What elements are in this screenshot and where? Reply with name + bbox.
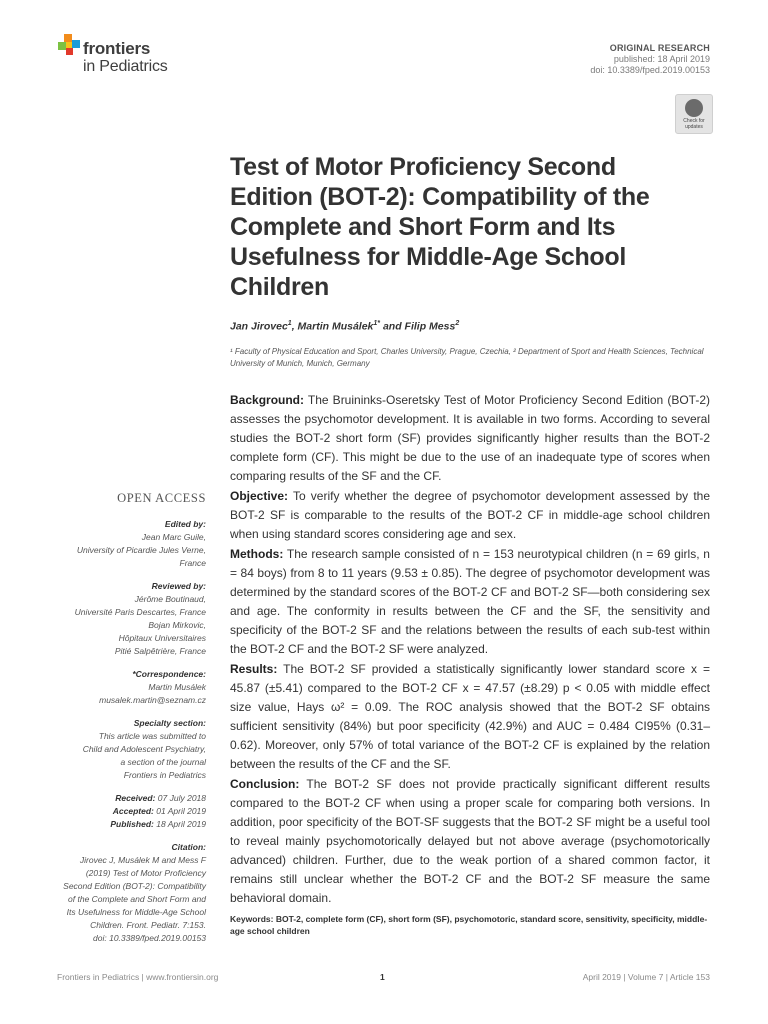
- logo-journal-text: in Pediatrics: [83, 58, 168, 75]
- keywords: Keywords: BOT-2, complete form (CF), short form (SF), psychomotoric, standard score, sensitivity, specificity, middle-age school children: [230, 914, 708, 936]
- article-meta: [590, 43, 710, 76]
- abstract-text: The BOT-2 SF provided a statistically significantly lower standard score x = 45.87 (±5.41) compared to the BOT-2 CF x = 47.57 (±8.29) p < 0.05 with middle effect size value, Hays ω² = 0.09. The ROC analysis showed that the BOT-2 SF obtains sufficient sensitivity (84%) but poor specificity (42.9%) and AUC = 0.484 CI95% (0.31–0.62). Moreover, only 57% of total variance of the BOT-2 CF is explained by the relation between the results of the CF and the SF.: [230, 662, 710, 771]
- frontiers-logo-icon: [57, 34, 81, 58]
- author-name[interactable]: Filip Mess: [404, 320, 456, 333]
- reviewer-line: Pitié Salpêtrière, France: [114, 646, 206, 656]
- correspondence-label: *Correspondence:: [132, 669, 206, 679]
- abstract-label: Conclusion:: [230, 777, 300, 791]
- accepted-date: [40, 805, 206, 818]
- citation-line: of the Complete and Short Form and: [68, 894, 206, 904]
- reviewer-line: Jérôme Boutinaud,: [134, 594, 206, 604]
- abstract-background: [230, 391, 710, 486]
- author-separator: and: [380, 320, 405, 333]
- received-label: Received:: [115, 793, 156, 803]
- abstract-text: The Bruininks-Oseretsky Test of Motor Proficiency Second Edition (BOT-2) assesses the psychomotor development. It is available in two forms. According to several studies the BOT-2 short form (SF) provides significantly higher results than the BOT-2 complete form (CF). This might be due to the use of an inadequate type of scores when comparing results of the SF and the CF.: [230, 393, 710, 483]
- published-date-sidebar: [40, 818, 206, 831]
- article-type: ORIGINAL RESEARCH: [609, 43, 710, 53]
- specialty-line: This article was submitted to: [98, 731, 206, 741]
- editor-line: France: [179, 558, 206, 568]
- citation-line: Children. Front. Pediatr. 7:153.: [90, 920, 206, 930]
- abstract-text: The BOT-2 SF does not provide practically significant different results compared to the BOT-2 CF when using a proper scale for comparing both versions. In addition, poor specificity of the BOT-SF suggests that the BOT-2 SF might be a useful tool to reveal mainly psychomotorically delayed but not above average (psychomotorically advanced) children. Further, due to the weak portion of a shared common factor, it remains still unclear whether the BOT-2 CF and the BOT-2 SF measure the same behavioral domain.: [230, 777, 710, 905]
- article-info-sidebar: [40, 518, 206, 945]
- correspondence-name: Martin Musálek: [148, 682, 206, 692]
- accepted-label: Accepted:: [112, 806, 154, 816]
- citation-line: Second Edition (BOT-2): Compatibility: [63, 881, 206, 891]
- published-value: 18 April 2019: [156, 819, 206, 829]
- author-affil-sup: 2: [455, 320, 460, 327]
- article-doi[interactable]: doi: 10.3389/fped.2019.00153: [590, 65, 710, 75]
- footer-journal[interactable]: Frontiers in Pediatrics | www.frontiersin.org: [57, 972, 219, 982]
- abstract-label: Methods:: [230, 547, 284, 561]
- editor-line: Jean Marc Guile,: [141, 532, 206, 542]
- abstract: [230, 391, 710, 909]
- abstract-conclusion: [230, 775, 710, 908]
- footer-issue: April 2019 | Volume 7 | Article 153: [582, 972, 710, 982]
- affiliations: ¹ Faculty of Physical Education and Sport, Charles University, Prague, Czechia, ² Department of Sport and Health Sciences, Technical University of Munich, Munich, Germany: [230, 347, 704, 368]
- abstract-label: Background:: [230, 393, 305, 407]
- article-title: Test of Motor Proficiency Second Edition (BOT-2): Compatibility of the Complete and Short Form and Its Usefulness for Middle-Age School Children: [230, 153, 650, 301]
- specialty-line: a section of the journal: [120, 757, 206, 767]
- abstract-label: Objective:: [230, 489, 289, 503]
- published-label: Published:: [110, 819, 154, 829]
- correspondence-email[interactable]: musalek.martin@seznam.cz: [99, 695, 206, 705]
- author-separator: ,: [291, 320, 298, 333]
- reviewed-by-label: Reviewed by:: [151, 581, 206, 591]
- author-list: [230, 320, 459, 333]
- journal-logo[interactable]: [57, 33, 197, 81]
- edited-by-label: Edited by:: [164, 519, 206, 529]
- reviewer-line: Bojan Mirkovic,: [148, 620, 206, 630]
- author-name[interactable]: Jan Jirovec: [230, 320, 288, 333]
- abstract-results: [230, 660, 710, 774]
- check-for-updates-button[interactable]: [675, 94, 713, 134]
- abstract-text: The research sample consisted of n = 153 neurotypical children (n = 69 girls, n = 84 boys) from 8 to 11 years (9.53 ± 0.85). The degree of psychomotor development was determined by the standard scores of the BOT-2 CF and BOT-2 SF—both considering sex and age. The conformity in results between the CF and the SF, the sensitivity and specificity of the BOT-2 SF and the relations between the results of each sub-test within the BOT-2 CF and the BOT-2 SF were analyzed.: [230, 547, 710, 656]
- citation-label: Citation:: [171, 842, 206, 852]
- abstract-methods: [230, 545, 710, 659]
- abstract-label: Results:: [230, 662, 278, 676]
- check-updates-icon: [685, 99, 703, 117]
- published-date: published: 18 April 2019: [613, 54, 710, 64]
- specialty-line: Frontiers in Pediatrics: [123, 770, 206, 780]
- citation-line: (2019) Test of Motor Proficiency: [85, 868, 206, 878]
- citation-doi[interactable]: doi: 10.3389/fped.2019.00153: [93, 933, 206, 943]
- author-affil-sup: 1*: [373, 320, 381, 327]
- author-affil-sup: 1: [287, 320, 292, 327]
- received-value: 07 July 2018: [157, 793, 206, 803]
- specialty-line: Child and Adolescent Psychiatry,: [82, 744, 206, 754]
- footer-page-number: 1: [380, 972, 385, 982]
- reviewer-line: Hôpitaux Universitaires: [118, 633, 206, 643]
- check-updates-label: Check for updates: [683, 118, 705, 130]
- reviewer-line: Université Paris Descartes, France: [74, 607, 206, 617]
- citation-line: Its Usefulness for Middle-Age School: [66, 907, 206, 917]
- accepted-value: 01 April 2019: [156, 806, 206, 816]
- abstract-text: To verify whether the degree of psychomotor development assessed by the BOT-2 SF is comparable to the results of the BOT-2 CF in middle-age school children when using standard scores considering age and sex.: [230, 489, 710, 541]
- abstract-objective: [230, 487, 710, 544]
- logo-frontiers-text: frontiers: [83, 39, 151, 58]
- received-date: [40, 792, 206, 805]
- editor-line: University of Picardie Jules Verne,: [76, 545, 206, 555]
- citation-line: Jirovec J, Musálek M and Mess F: [79, 855, 206, 865]
- author-name[interactable]: Martin Musálek: [297, 320, 374, 333]
- specialty-label: Specialty section:: [133, 718, 206, 728]
- open-access-label: OPEN ACCESS: [117, 491, 206, 505]
